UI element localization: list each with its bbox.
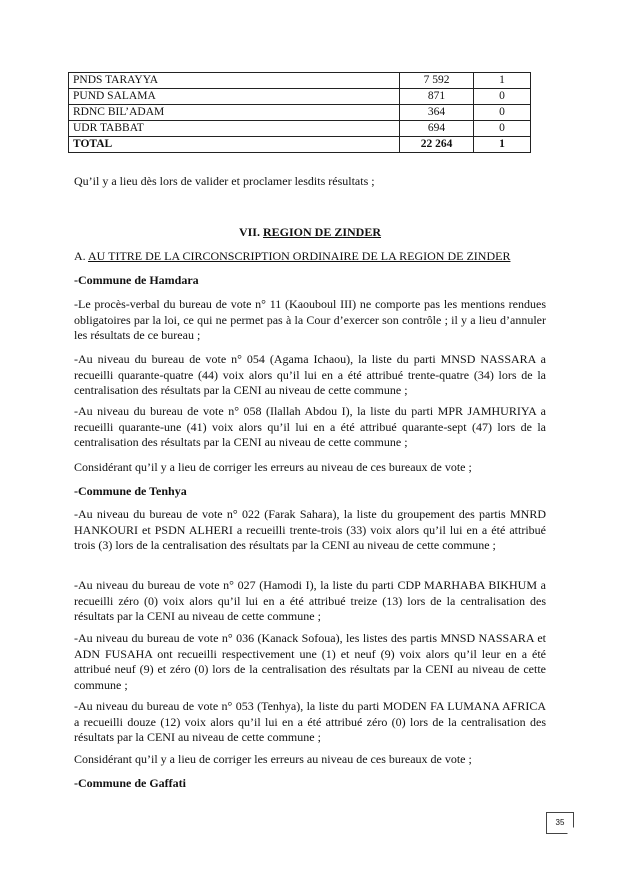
seats-cell: 0 (474, 105, 531, 121)
commune-heading-tenhya: -Commune de Tenhya (74, 484, 187, 498)
commune-heading-gaffati: -Commune de Gaffati (74, 776, 186, 790)
table-row (69, 105, 531, 121)
seats-cell: 0 (474, 121, 531, 137)
seats-cell: 1 (474, 73, 531, 89)
section-title: REGION DE ZINDER (262, 225, 382, 239)
conclusion-tenhya: Considérant qu’il y a lieu de corriger les erreurs au niveau de ces bureaux de vote ; (74, 752, 472, 766)
party-cell: RDNC BIL’ADAM (69, 105, 400, 121)
votes-cell: 364 (400, 105, 474, 121)
conclusion-hamdara: Considérant qu’il y a lieu de corriger les erreurs au niveau de ces bureaux de vote ; (74, 460, 472, 474)
page-number: 35 (546, 812, 574, 834)
total-votes-cell: 22 264 (400, 137, 474, 153)
total-seats-cell: 1 (474, 137, 531, 153)
party-cell: UDR TABBAT (69, 121, 400, 137)
subsection-heading (74, 249, 546, 265)
paragraph-hamdara-2: -Au niveau du bureau de vote n° 054 (Agama Ichaou), la liste du parti MNSD NASSARA a recueilli quarante-quatre (44) voix alors qu’il lui en a été attribué trente-quatre (34) lors de la centralisation des résultats par la CENI au niveau de cette commune ; (74, 352, 546, 397)
paragraph-tenhya-3: -Au niveau du bureau de vote n° 036 (Kanack Sofoua), les listes des partis MNSD NASSARA et ADN FUSAHA ont recueilli respectivement une (1) et neuf (9) voix alors qu’il leur en a été attribué neuf (9) et zéro (0) lors de la centralisation des résultats par la CENI au niveau de cette commune ; (74, 631, 546, 692)
subsection-prefix: A. (74, 249, 86, 263)
intro-line: Qu’il y a lieu dès lors de valider et proclamer lesdits résultats ; (74, 174, 375, 188)
table-row (69, 73, 531, 89)
results-table (68, 72, 531, 153)
subsection-title: AU TITRE DE LA CIRCONSCRIPTION ORDINAIRE DE LA REGION DE ZINDER (88, 249, 511, 263)
seats-cell: 0 (474, 89, 531, 105)
table-row (69, 121, 531, 137)
paragraph-hamdara-3: -Au niveau du bureau de vote n° 058 (Ilallah Abdou I), la liste du parti MPR JAMHURIYA a recueilli quarante-une (41) voix alors qu’il lui en a été attribué quarante-sept (47) lors de la centralisation des résultats par la CENI au niveau de cette commune ; (74, 404, 546, 449)
paragraph-tenhya-1: -Au niveau du bureau de vote n° 022 (Farak Sahara), la liste du groupement des partis MNRD HANKOURI et PSDN ALHERI a recueilli trente-trois (33) voix alors qu’il lui en a été attribué trois (3) lors de la centralisation des résultats par la CENI au niveau de cette commune ; (74, 507, 546, 552)
paragraph-tenhya-2: -Au niveau du bureau de vote n° 027 (Hamodi I), la liste du parti CDP MARHABA BIKHUM a recueilli zéro (0) voix alors qu’il lui en a été attribué treize (13) lors de la centralisation des résultats par la CENI au niveau de cette commune ; (74, 578, 546, 623)
section-heading (74, 225, 546, 241)
votes-cell: 871 (400, 89, 474, 105)
paragraph-hamdara-1: -Le procès-verbal du bureau de vote n° 11 (Kaouboul III) ne comporte pas les mentions rendues obligatoires par la loi, ce qui ne permet pas à la Cour d’exercer son contrôle ; il y a lieu d’annuler les résultats de ce bureau ; (74, 297, 546, 342)
votes-cell: 694 (400, 121, 474, 137)
table-row (69, 89, 531, 105)
votes-cell: 7 592 (400, 73, 474, 89)
paragraph-tenhya-4: -Au niveau du bureau de vote n° 053 (Tenhya), la liste du parti MODEN FA LUMANA AFRICA a recueilli douze (12) voix alors qu’il lui en a été attribué zéro (0) lors de la centralisation des résultats par la CENI au niveau de cette commune ; (74, 699, 546, 744)
commune-heading-hamdara: -Commune de Hamdara (74, 273, 199, 287)
table-total-row (69, 137, 531, 153)
total-label-cell: TOTAL (69, 137, 400, 153)
section-number: VII. (238, 225, 260, 239)
party-cell: PUND SALAMA (69, 89, 400, 105)
party-cell: PNDS TARAYYA (69, 73, 400, 89)
